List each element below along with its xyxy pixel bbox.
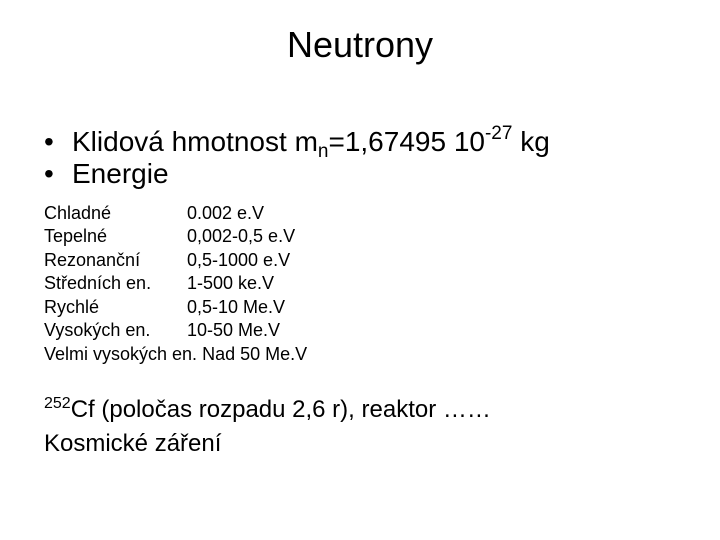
isotope-mass-number: 252 [44,395,71,412]
mass-subscript: n [317,141,329,162]
table-row [44,272,307,296]
energy-category: Tepelné [44,226,108,247]
bullet-energy [44,158,550,190]
energy-range: 0,5-10 Me.V [187,296,286,317]
mass-exponent: -27 [484,123,513,144]
table-row [44,295,307,319]
energy-range: 0,5-1000 e.V [187,249,291,270]
energy-category: Rezonanční [44,249,141,270]
bullet-list [44,123,550,190]
energy-category: Rychlé [44,296,100,317]
energy-category: Chladné [44,202,112,223]
energy-range: Nad 50 Me.V [202,343,308,364]
energy-table [44,201,307,366]
sources-line-cosmic: Kosmické záření [44,430,222,457]
energy-range: 0.002 e.V [187,202,265,223]
energy-range: 1-500 ke.V [187,273,275,294]
slide-title: Neutrony [286,24,434,65]
energy-category: Velmi vysokých en. [44,343,198,364]
table-row [44,248,307,272]
energy-label: Energie [72,158,169,189]
table-row [44,319,307,343]
sources-line-californium [44,393,491,427]
mass-value: =1,67495 10 [328,126,485,157]
table-row [44,225,307,249]
energy-range: 0,002-0,5 e.V [187,226,296,247]
mass-unit: kg [512,126,550,157]
energy-category: Vysokých en. [44,320,151,341]
energy-category: Středních en. [44,273,152,294]
bullet-neutron-mass [44,123,550,162]
energy-row-combined [44,342,307,366]
mass-label: Klidová hmotnost m [72,126,318,157]
energy-range: 10-50 Me.V [187,320,281,341]
neutron-sources [44,393,491,461]
table-row [44,201,307,225]
californium-text: Cf (poločas rozpadu 2,6 r), reaktor …… [70,396,491,423]
table-row [44,342,307,366]
